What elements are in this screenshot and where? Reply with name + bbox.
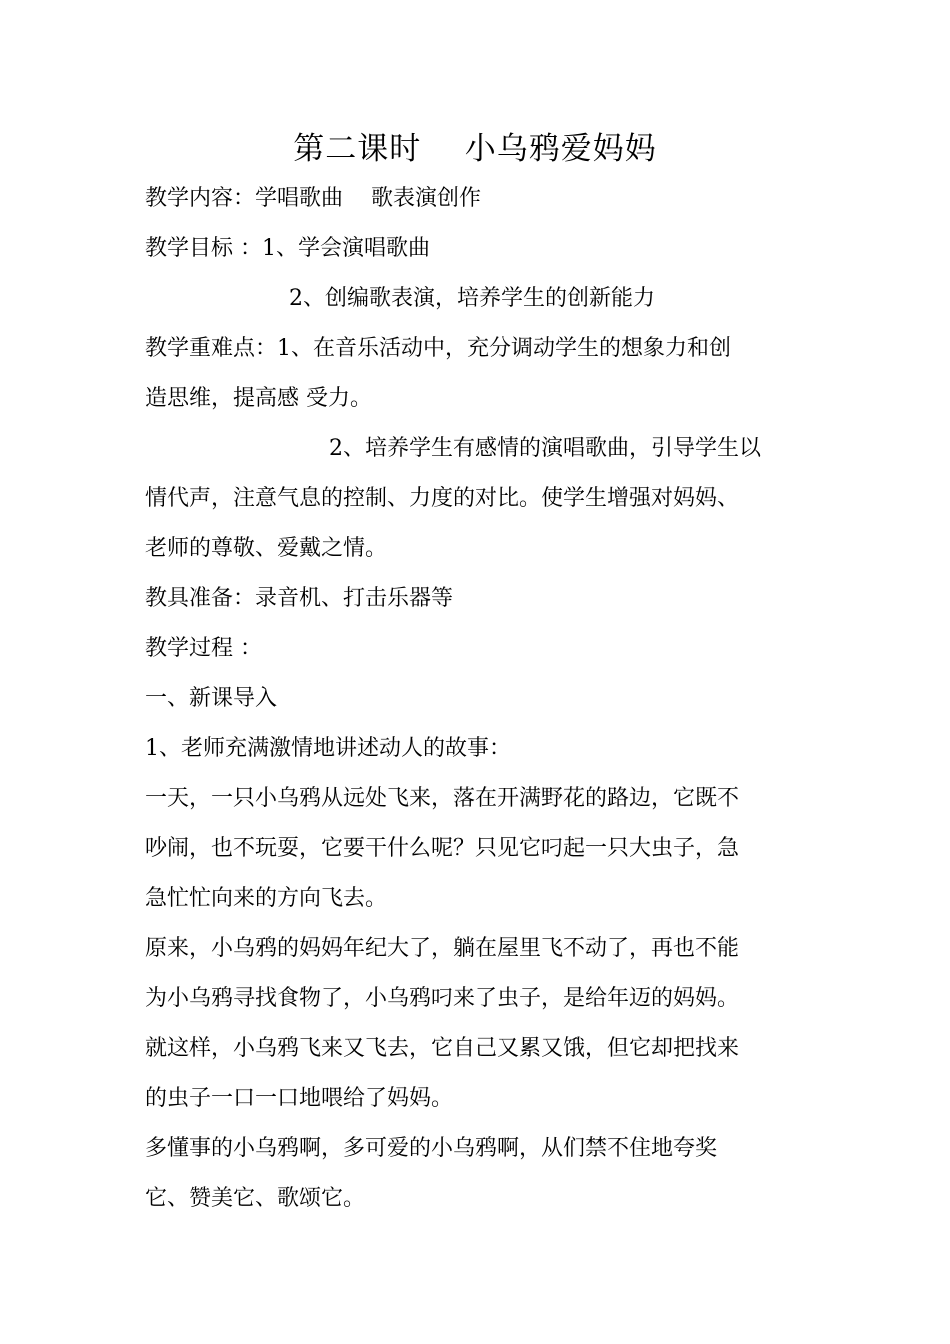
key-line-2c: 老师的尊敬、爱戴之情。 [145, 536, 388, 561]
story-line: 急忙忙向来的方向飞去。 [145, 886, 388, 911]
key-line-1a: 教学重难点：1、在音乐活动中，充分调动学生的想象力和创 [145, 336, 731, 361]
story-line: 为小乌鸦寻找食物了，小乌鸦叼来了虫子，是给年迈的妈妈。 [145, 986, 740, 1011]
goal-line-2: 2、创编歌表演，培养学生的创新能力 [289, 286, 655, 311]
key-line-2a: 2、培养学生有感情的演唱歌曲，引导学生以 [329, 436, 761, 461]
story-line: 一天，一只小乌鸦从远处飞来，落在开满野花的路边，它既不 [145, 786, 740, 811]
step-line: 1、老师充满激情地讲述动人的故事： [145, 736, 511, 761]
story-line: 就这样，小乌鸦飞来又飞去，它自己又累又饿，但它却把找来 [145, 1036, 740, 1061]
story-line: 原来，小乌鸦的妈妈年纪大了，躺在屋里飞不动了，再也不能 [145, 936, 740, 961]
story-line: 它、赞美它、歌颂它。 [145, 1186, 366, 1211]
story-line: 的虫子一口一口地喂给了妈妈。 [145, 1086, 454, 1111]
process-heading: 教学过程 ： [145, 636, 262, 661]
section-heading: 一、新课导入 [145, 686, 278, 711]
page-title: 第二课时 小乌鸦爱妈妈 [293, 131, 657, 167]
key-line-2b: 情代声，注意气息的控制、力度的对比。使学生增强对妈妈、 [145, 486, 740, 511]
story-line: 多懂事的小乌鸦啊，多可爱的小乌鸦啊，从们禁不住地夸奖 [145, 1136, 718, 1161]
prep-line: 教具准备：录音机、打击乐器等 [145, 586, 454, 611]
content-line: 教学内容：学唱歌曲 歌表演创作 [145, 186, 481, 211]
story-line: 吵闹，也不玩耍，它要干什么呢？只见它叼起一只大虫子，急 [145, 836, 740, 861]
goal-line-1: 教学目标 ：1、学会演唱歌曲 [145, 236, 430, 261]
key-line-1b: 造思维，提高感 受力。 [145, 386, 372, 411]
